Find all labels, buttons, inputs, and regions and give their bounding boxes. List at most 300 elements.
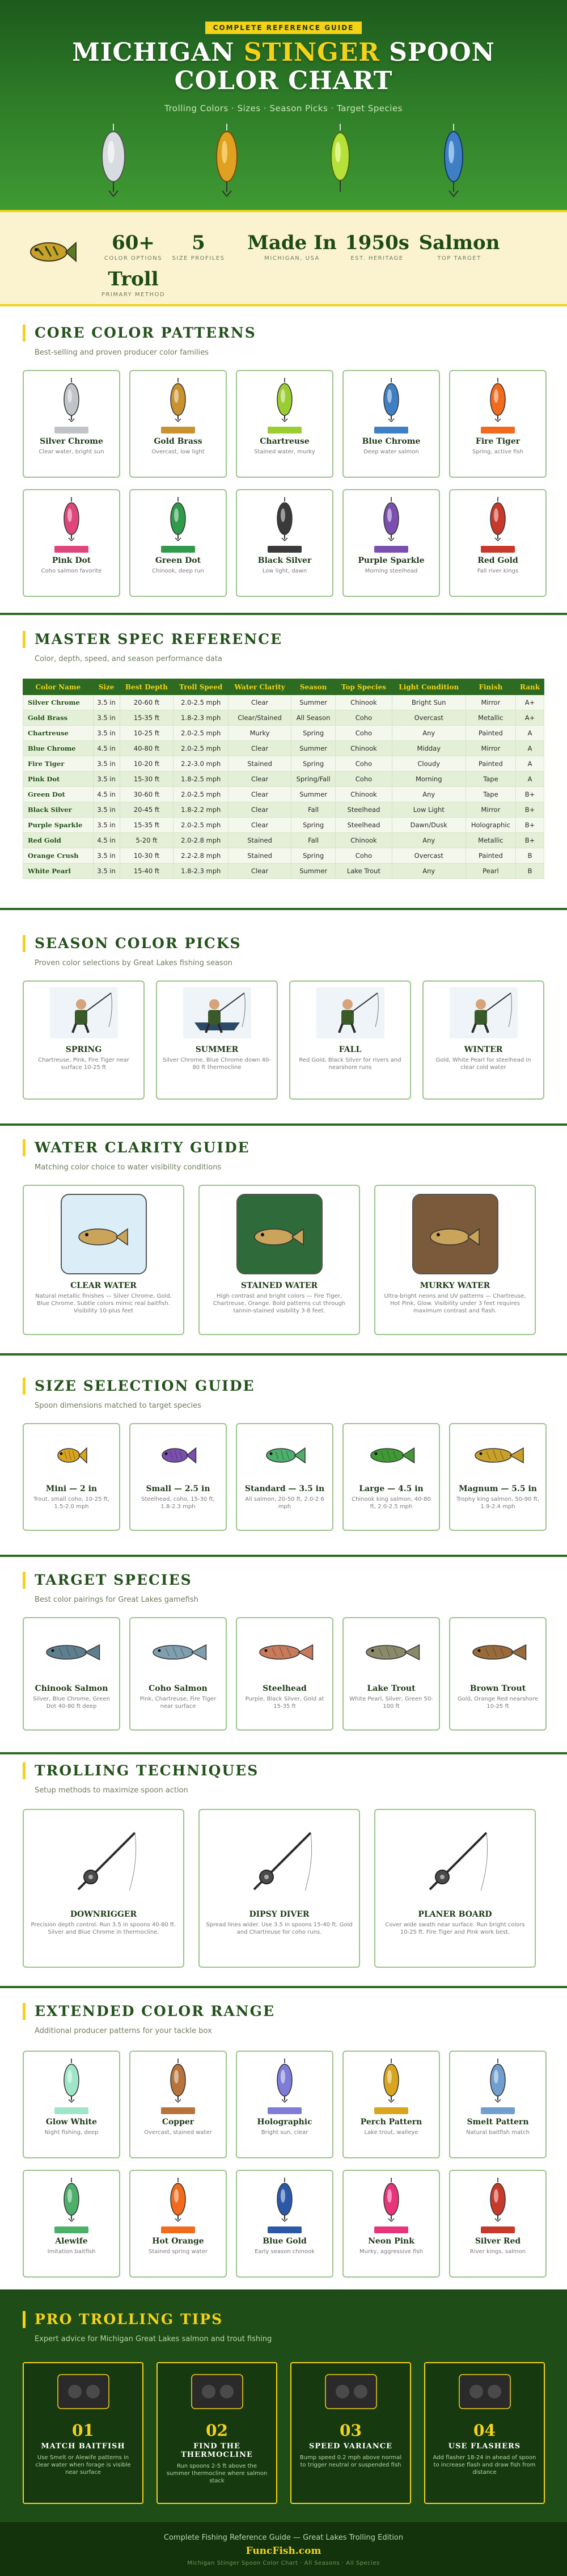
chartreuse-spoon-icon xyxy=(323,124,357,197)
table-cell: 1.8-2.3 mph xyxy=(174,710,229,726)
color-swatch xyxy=(481,546,515,553)
species-card[interactable] xyxy=(236,1617,333,1731)
color-swatch xyxy=(161,2226,195,2233)
table-cell: Coho xyxy=(336,726,392,741)
table-cell: A xyxy=(516,772,544,787)
color-desc: Overcast, low light xyxy=(151,449,205,455)
stat-label: TOP TARGET xyxy=(437,255,481,262)
table-cell: Clear xyxy=(229,772,291,787)
table-cell: Summer xyxy=(291,864,336,879)
spoon-icon xyxy=(161,496,195,541)
technique-card[interactable] xyxy=(23,1809,184,1968)
clarity-card[interactable] xyxy=(23,1185,184,1335)
color-desc: Imitation baitfish xyxy=(47,2249,96,2255)
section-divider xyxy=(0,1353,567,1356)
season-card[interactable] xyxy=(289,980,411,1100)
color-desc: Stained water, murky xyxy=(254,449,315,455)
table-cell: Mirror xyxy=(466,695,515,710)
species-card[interactable] xyxy=(129,1617,227,1731)
table-cell: Pink Dot xyxy=(23,772,94,787)
table-cell: Chartreuse xyxy=(23,726,94,741)
table-cell: Tape xyxy=(466,787,515,802)
tip-title: FIND THE THERMOCLINE xyxy=(181,2442,253,2459)
technique-name: PLANER BOARD xyxy=(418,1910,492,1919)
table-cell: A+ xyxy=(516,695,544,710)
water-clarity-icon xyxy=(410,1192,501,1277)
size-name: Mini — 2 in xyxy=(45,1484,98,1493)
table-cell: B+ xyxy=(516,787,544,802)
color-card[interactable] xyxy=(129,2170,227,2278)
table-cell: Spring xyxy=(291,818,336,833)
color-card[interactable] xyxy=(236,2051,333,2158)
table-cell: Tape xyxy=(466,772,515,787)
section-divider xyxy=(0,1123,567,1126)
table-cell: Purple Sparkle xyxy=(23,818,94,833)
table-cell: A xyxy=(516,726,544,741)
color-card[interactable] xyxy=(449,2170,547,2278)
table-row xyxy=(23,864,544,879)
table-row xyxy=(23,787,544,802)
table-row xyxy=(23,756,544,772)
table-cell: Holographic xyxy=(466,818,515,833)
table-cell: B+ xyxy=(516,802,544,818)
table-row xyxy=(23,802,544,818)
table-cell: 20-60 ft xyxy=(120,695,174,710)
section-subtitle-core: Best-selling and proven producer color families xyxy=(35,348,209,357)
table-cell: Summer xyxy=(291,741,336,756)
table-cell: Mirror xyxy=(466,802,515,818)
fish-icon xyxy=(469,1441,526,1470)
table-cell: Fall xyxy=(291,802,336,818)
table-row xyxy=(23,695,544,710)
color-desc: Natural baitfish match xyxy=(466,2129,530,2136)
color-name: Perch Pattern xyxy=(360,2118,422,2127)
technique-card[interactable] xyxy=(374,1809,536,1968)
color-name: Purple Sparkle xyxy=(358,556,425,565)
column-header: Top Species xyxy=(336,679,392,695)
section-title-core: CORE COLOR PATTERNS xyxy=(23,325,256,342)
table-cell: B+ xyxy=(516,833,544,848)
table-cell: 10-30 ft xyxy=(120,848,174,864)
color-desc: Coho salmon favorite xyxy=(41,568,102,574)
table-cell: Lake Trout xyxy=(336,864,392,879)
season-name: WINTER xyxy=(464,1045,503,1054)
spec-table xyxy=(23,679,544,879)
color-desc: Low light, dawn xyxy=(262,568,307,574)
color-desc: Early season chinook xyxy=(255,2249,315,2255)
section-title-extended: EXTENDED COLOR RANGE xyxy=(23,2003,275,2020)
color-name: Copper xyxy=(162,2118,194,2127)
species-name: Coho Salmon xyxy=(149,1684,208,1693)
color-desc: Murky, aggressive fish xyxy=(359,2249,423,2255)
table-cell: 3.5 in xyxy=(93,864,120,879)
column-header: Finish xyxy=(466,679,515,695)
table-cell: 3.5 in xyxy=(93,756,120,772)
table-cell: Steelhead xyxy=(336,818,392,833)
table-cell: Black Silver xyxy=(23,802,94,818)
table-row xyxy=(23,848,544,864)
color-card[interactable] xyxy=(449,370,547,478)
stat-target xyxy=(414,231,505,262)
spoon-icon xyxy=(374,2177,408,2222)
table-cell: 3.5 in xyxy=(93,710,120,726)
color-swatch xyxy=(374,427,408,433)
size-name: Standard — 3.5 in xyxy=(244,1484,325,1493)
color-swatch xyxy=(374,2107,408,2114)
technique-desc: Precision depth control. Run 3.5 in spoons 40-80 ft. Silver and Blue Chrome in thermocline. xyxy=(31,1922,176,1935)
table-cell: 4.5 in xyxy=(93,787,120,802)
tip-icon xyxy=(454,2363,516,2414)
technique-card[interactable] xyxy=(198,1809,360,1968)
color-name: Silver Chrome xyxy=(40,437,103,446)
table-cell: Summer xyxy=(291,695,336,710)
size-name: Magnum — 5.5 in xyxy=(458,1484,537,1493)
color-name: Blue Chrome xyxy=(362,437,421,446)
size-card[interactable] xyxy=(449,1423,547,1531)
color-swatch xyxy=(374,546,408,553)
color-name: Gold Brass xyxy=(154,437,202,446)
color-card[interactable] xyxy=(342,489,440,597)
table-cell: 2.2-3.0 mph xyxy=(174,756,229,772)
species-name: Brown Trout xyxy=(469,1684,526,1693)
hero-banner xyxy=(0,0,567,210)
column-header: Light Condition xyxy=(392,679,466,695)
stat-label: PRIMARY METHOD xyxy=(101,292,166,298)
color-card[interactable] xyxy=(236,370,333,478)
size-card[interactable] xyxy=(129,1423,227,1531)
season-desc: Red Gold, Black Silver for rivers and nearshore runs xyxy=(299,1057,401,1071)
section-subtitle-clarity: Matching color choice to water visibility conditions xyxy=(35,1163,222,1172)
column-header: Season xyxy=(291,679,336,695)
color-card[interactable] xyxy=(23,2051,120,2158)
color-desc: Night fishing, deep xyxy=(44,2129,99,2136)
water-clarity-icon xyxy=(234,1192,325,1277)
table-cell: Coho xyxy=(336,772,392,787)
season-card[interactable] xyxy=(156,980,278,1100)
table-cell: 1.8-2.2 mph xyxy=(174,802,229,818)
tip-number: 04 xyxy=(473,2421,496,2440)
color-name: Chartreuse xyxy=(260,437,310,446)
angler-icon xyxy=(50,987,118,1038)
table-row xyxy=(23,710,544,726)
size-desc: Trout, small coho, 10-25 ft, 1.5-2.0 mph xyxy=(33,1496,110,1510)
color-desc: Fall river kings xyxy=(477,568,519,574)
spoon-icon xyxy=(481,377,515,422)
table-cell: Mirror xyxy=(466,741,515,756)
clarity-card[interactable] xyxy=(198,1185,360,1335)
clarity-name: CLEAR WATER xyxy=(70,1281,137,1290)
table-cell: A xyxy=(516,756,544,772)
size-desc: Chinook king salmon, 40-80 ft, 2.0-2.5 mph xyxy=(352,1496,431,1510)
color-card[interactable] xyxy=(342,2051,440,2158)
table-cell: 2.0-2.5 mph xyxy=(174,787,229,802)
stat-heritage xyxy=(340,231,414,262)
technique-desc: Cover wide swath near surface. Run bright colors 10-25 ft. Fire Tiger and Pink work best. xyxy=(385,1922,525,1935)
table-cell: Chinook xyxy=(336,695,392,710)
color-swatch xyxy=(481,2226,515,2233)
table-cell: Blue Chrome xyxy=(23,741,94,756)
section-title-clarity: WATER CLARITY GUIDE xyxy=(23,1139,250,1156)
silver-spoon-icon xyxy=(96,124,130,197)
color-swatch xyxy=(161,427,195,433)
table-cell: 4.5 in xyxy=(93,741,120,756)
tip-number: 02 xyxy=(206,2421,228,2440)
color-card[interactable] xyxy=(449,489,547,597)
table-cell: Pearl xyxy=(466,864,515,879)
table-cell: Murky xyxy=(229,726,291,741)
color-card[interactable] xyxy=(449,2051,547,2158)
color-swatch xyxy=(54,2226,88,2233)
fishing-rod-icon xyxy=(243,1827,316,1895)
table-row xyxy=(23,818,544,833)
color-desc: Stained spring water xyxy=(149,2249,208,2255)
stat-value: Troll xyxy=(108,268,159,291)
species-card[interactable] xyxy=(23,1617,120,1731)
section-divider xyxy=(0,1752,567,1754)
tip-desc: Add flasher 18-24 in ahead of spoon to increase flash and draw fish from distance xyxy=(433,2455,536,2476)
color-swatch xyxy=(374,2226,408,2233)
table-cell: Any xyxy=(392,726,466,741)
table-cell: 2.0-2.5 mph xyxy=(174,726,229,741)
technique-desc: Spread lines wider. Use 3.5 in spoons 15-40 ft. Gold and Chartreuse for coho runs. xyxy=(206,1922,353,1935)
stat-label: COLOR OPTIONS xyxy=(104,255,163,262)
table-cell: Midday xyxy=(392,741,466,756)
column-header: Color Name xyxy=(23,679,94,695)
season-card[interactable] xyxy=(23,980,145,1100)
table-cell: Chinook xyxy=(336,833,392,848)
species-card[interactable] xyxy=(342,1617,440,1731)
spoon-icon xyxy=(54,2177,88,2222)
table-cell: Painted xyxy=(466,756,515,772)
hero-lures xyxy=(0,124,567,197)
fish-icon xyxy=(253,1638,316,1666)
size-name: Small — 2.5 in xyxy=(146,1484,210,1493)
table-cell: Coho xyxy=(336,756,392,772)
tip-title: USE FLASHERS xyxy=(448,2442,521,2451)
table-cell: Spring xyxy=(291,726,336,741)
size-desc: All salmon, 20-50 ft, 2.0-2.6 mph xyxy=(245,1496,324,1510)
color-swatch xyxy=(54,546,88,553)
table-cell: 2.0-2.5 mph xyxy=(174,695,229,710)
angler-icon xyxy=(183,987,251,1038)
stats-bar xyxy=(0,210,567,306)
tip-number: 01 xyxy=(72,2421,94,2440)
section-subtitle-species: Best color pairings for Great Lakes gamefish xyxy=(35,1596,198,1604)
table-cell: Fall xyxy=(291,833,336,848)
footer-brand-link[interactable]: FuncFish.com xyxy=(246,2545,321,2557)
table-cell: Spring/Fall xyxy=(291,772,336,787)
section-subtitle-season: Proven color selections by Great Lakes fishing season xyxy=(35,959,232,967)
tip-card[interactable] xyxy=(156,2362,277,2504)
species-desc: Pink, Chartreuse, Fire Tiger near surface xyxy=(139,1696,217,1710)
stat-value: Made In xyxy=(247,231,337,254)
table-cell: Spring xyxy=(291,848,336,864)
table-cell: Overcast xyxy=(392,848,466,864)
color-card[interactable] xyxy=(342,370,440,478)
clarity-desc: Ultra-bright neons and UV patterns — Chartreuse, Hot Pink, Glow. Visibility under 3 feet requires maximum contrast and flash. xyxy=(384,1293,526,1314)
table-cell: 2.0-2.5 mph xyxy=(174,818,229,833)
title-line2: COLOR CHART xyxy=(174,66,393,95)
fish-icon xyxy=(147,1638,209,1666)
column-header: Water Clarity xyxy=(229,679,291,695)
section-divider xyxy=(0,1555,567,1557)
table-cell: 15-40 ft xyxy=(120,864,174,879)
size-desc: Trophy king salmon, 50-90 ft, 1.9-2.4 mph xyxy=(456,1496,540,1510)
species-desc: Silver, Blue Chrome, Green Dot 40-80 ft deep xyxy=(33,1696,110,1710)
fish-icon xyxy=(360,1638,422,1666)
tip-card[interactable] xyxy=(424,2362,545,2504)
table-cell: 15-30 ft xyxy=(120,772,174,787)
color-desc: Overcast, stained water xyxy=(144,2129,212,2136)
table-cell: Stained xyxy=(229,833,291,848)
color-swatch xyxy=(54,2107,88,2114)
color-name: Silver Red xyxy=(475,2237,521,2246)
table-cell: Clear xyxy=(229,818,291,833)
color-card[interactable] xyxy=(129,489,227,597)
table-cell: 2.2-2.8 mph xyxy=(174,848,229,864)
season-card[interactable] xyxy=(422,980,544,1100)
fish-icon xyxy=(54,1441,88,1470)
size-card[interactable] xyxy=(23,1423,120,1531)
stat-value: 5 xyxy=(192,231,205,254)
spoon-icon xyxy=(161,2057,195,2103)
size-card[interactable] xyxy=(236,1423,333,1531)
table-cell: Painted xyxy=(466,848,515,864)
color-swatch xyxy=(268,2226,302,2233)
table-cell: 2.0-2.8 mph xyxy=(174,833,229,848)
spoon-icon xyxy=(54,496,88,541)
hero-subtitle: Trolling Colors · Sizes · Season Picks · Target Species xyxy=(164,103,403,113)
table-cell: B xyxy=(516,864,544,879)
table-cell: B xyxy=(516,848,544,864)
color-swatch xyxy=(268,2107,302,2114)
table-cell: Coho xyxy=(336,710,392,726)
spoon-icon xyxy=(268,377,302,422)
color-card[interactable] xyxy=(342,2170,440,2278)
color-swatch xyxy=(481,2107,515,2114)
fish-icon xyxy=(467,1638,529,1666)
spoon-icon xyxy=(161,2177,195,2222)
color-name: Holographic xyxy=(257,2118,312,2127)
table-cell: Metallic xyxy=(466,833,515,848)
color-card[interactable] xyxy=(129,2051,227,2158)
stat-label: MICHIGAN, USA xyxy=(264,255,320,262)
season-desc: Gold, White Pearl for steelhead in clear cold water xyxy=(435,1057,531,1071)
table-cell: 3.5 in xyxy=(93,818,120,833)
clarity-card[interactable] xyxy=(374,1185,536,1335)
table-cell: Steelhead xyxy=(336,802,392,818)
hero-badge: COMPLETE REFERENCE GUIDE xyxy=(205,22,362,34)
section-subtitle-size: Spoon dimensions matched to target species xyxy=(35,1401,201,1410)
spoon-icon xyxy=(54,2057,88,2103)
table-cell: Clear xyxy=(229,802,291,818)
table-cell: A xyxy=(516,741,544,756)
blue-spoon-icon xyxy=(437,124,471,197)
table-cell: Spring xyxy=(291,756,336,772)
table-cell: Coho xyxy=(336,848,392,864)
technique-name: DIPSY DIVER xyxy=(249,1910,310,1919)
table-cell: Chinook xyxy=(336,741,392,756)
color-card[interactable] xyxy=(23,2170,120,2278)
title-part: SPOON xyxy=(379,38,495,67)
fishing-rod-icon xyxy=(418,1827,492,1895)
size-desc: Steelhead, coho, 15-30 ft, 1.8-2.3 mph xyxy=(141,1496,215,1510)
season-desc: Silver Chrome, Blue Chrome down 40-80 ft thermocline xyxy=(162,1057,272,1071)
table-cell: 10-20 ft xyxy=(120,756,174,772)
section-title-season: SEASON COLOR PICKS xyxy=(23,935,242,952)
color-name: Black Silver xyxy=(257,556,312,565)
stat-label: SIZE PROFILES xyxy=(172,255,225,262)
color-card[interactable] xyxy=(23,489,120,597)
color-name: Pink Dot xyxy=(52,556,91,565)
table-cell: Any xyxy=(392,864,466,879)
color-card[interactable] xyxy=(236,489,333,597)
pro-tips-section xyxy=(0,2289,567,2522)
section-subtitle-techniques: Setup methods to maximize spoon action xyxy=(35,1786,188,1795)
stat-colors xyxy=(96,231,170,262)
tip-icon xyxy=(186,2363,248,2414)
footer-note: Michigan Stinger Spoon Color Chart · All Seasons · All Species xyxy=(187,2560,380,2566)
spoon-icon xyxy=(374,496,408,541)
color-desc: Spring, active fish xyxy=(472,449,524,455)
tip-desc: Use Smelt or Alewife patterns in clear water when forage is visible near surface xyxy=(35,2455,131,2476)
tip-card[interactable] xyxy=(290,2362,411,2504)
section-subtitle-extended: Additional producer patterns for your tackle box xyxy=(35,2027,212,2035)
gold-spoon-icon xyxy=(210,124,244,197)
table-cell: 3.5 in xyxy=(93,695,120,710)
table-cell: Bright Sun xyxy=(392,695,466,710)
water-clarity-icon xyxy=(58,1192,149,1277)
section-divider xyxy=(0,1986,567,1988)
table-cell: Any xyxy=(392,833,466,848)
color-swatch xyxy=(268,427,302,433)
stat-value: Salmon xyxy=(418,231,500,254)
table-cell: 15-35 ft xyxy=(120,710,174,726)
color-desc: Chinook, deep run xyxy=(152,568,204,574)
footer xyxy=(0,2522,567,2576)
section-title-spec: MASTER SPEC REFERENCE xyxy=(23,631,282,648)
table-cell: Clear/Stained xyxy=(229,710,291,726)
fishing-rod-icon xyxy=(67,1827,141,1895)
clarity-desc: High contrast and bright colors — Fire Tiger, Chartreuse, Orange. Bold patterns cut through tannin-stained visibility 3-8 feet. xyxy=(213,1293,346,1314)
color-name: Hot Orange xyxy=(152,2237,204,2246)
table-cell: Low Light xyxy=(392,802,466,818)
color-desc: Morning steelhead xyxy=(365,568,418,574)
species-card[interactable] xyxy=(449,1617,547,1731)
tip-card[interactable] xyxy=(23,2362,143,2504)
color-name: Red Gold xyxy=(477,556,518,565)
color-desc: Lake trout, walleye xyxy=(364,2129,418,2136)
clarity-desc: Natural metallic finishes — Silver Chrome, Gold, Blue Chrome. Subtle colors mimic real baitfish. Visibility 10-plus feet xyxy=(35,1293,172,1314)
color-swatch xyxy=(54,427,88,433)
color-name: Glow White xyxy=(45,2118,98,2127)
table-cell: Orange Crush xyxy=(23,848,94,864)
fish-icon xyxy=(158,1441,198,1470)
table-cell: Any xyxy=(392,787,466,802)
color-desc: Clear water, bright sun xyxy=(39,449,104,455)
color-card[interactable] xyxy=(129,370,227,478)
table-cell: 20-45 ft xyxy=(120,802,174,818)
size-name: Large — 4.5 in xyxy=(359,1484,424,1493)
size-card[interactable] xyxy=(342,1423,440,1531)
clarity-name: STAINED WATER xyxy=(240,1281,318,1290)
color-card[interactable] xyxy=(23,370,120,478)
spoon-icon xyxy=(54,377,88,422)
footer-line: Complete Fishing Reference Guide — Great Lakes Trolling Edition xyxy=(163,2533,404,2542)
table-cell: Stained xyxy=(229,848,291,864)
color-card[interactable] xyxy=(236,2170,333,2278)
table-row xyxy=(23,726,544,741)
